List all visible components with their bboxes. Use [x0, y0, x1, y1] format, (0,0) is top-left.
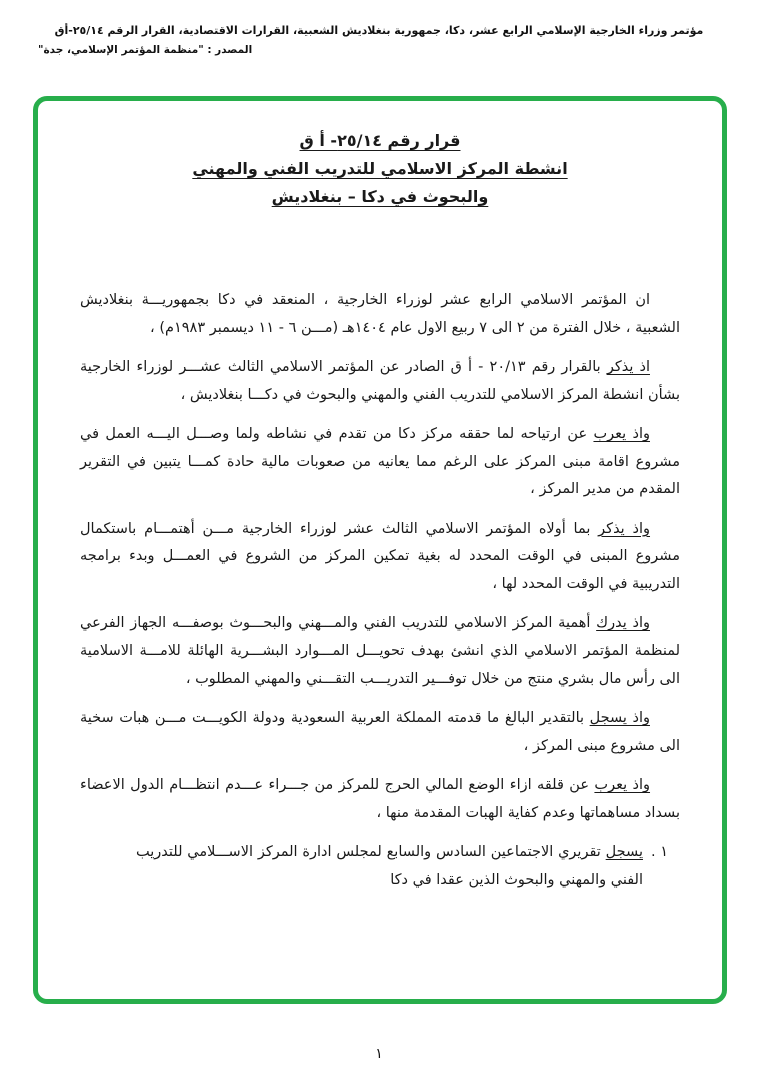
paragraph-text: بالتقدير البالغ ما قدمته المملكة العربية السعودية ودولة الكويـــت مـــن هبات سخية الى مشروع مبنى المركز ،: [80, 710, 680, 754]
resolution-title-block: [80, 127, 680, 211]
preamble-paragraph: [80, 287, 680, 342]
preamble-lead: واذ يسجل: [589, 710, 650, 727]
resolution-location-title: والبحوث في دكا – بنغلاديش: [271, 187, 489, 206]
preamble-paragraph: [80, 772, 680, 827]
page-number: ١: [375, 1046, 383, 1062]
header-source-line: المصدر : "منظمة المؤتمر الإسلامي، جدة": [38, 44, 253, 56]
green-frame: [33, 96, 727, 1004]
operative-item-1: [80, 839, 680, 894]
header-citation-line: مؤتمر وزراء الخارجية الإسلامي الرابع عشر، دكا، جمهورية بنغلاديش الشعبية، القرارات الاقتصادية، القرار الرقم ٢٥/١٤-أق: [54, 24, 704, 37]
document-body: [80, 287, 680, 894]
preamble-lead: واذ يعرب: [594, 777, 651, 794]
paragraph-text: بما أولاه المؤتمر الاسلامي الثالث عشر لوزراء الخارجية مـــن أهتمـــام باستكمال مشروع المبنى في الوقت المحدد له بغية تمكين المركز من الشروع في العمـــل وبدء برامجه التدريبية في الوقت المحدد لها ،: [80, 520, 680, 592]
item-lead: يسجل: [605, 844, 643, 861]
preamble-lead: واذ يعرب: [593, 426, 650, 443]
paragraph-text: ان المؤتمر الاسلامي الرابع عشر لوزراء الخارجية ، المنعقد في دكا بجمهوريـــة بنغلاديش الشعبية ، خلال الفترة من ٢ الى ٧ ربيع الاول عام ١٤٠٤هـ (مـــن ٦ - ١١ ديسمبر ١٩٨٣م) ،: [80, 292, 680, 336]
paragraph-text: عن ارتياحه لما حققه مركز دكا من تقدم في نشاطه ولما وصـــل اليـــه العمل في مشروع اقامة مبنى المركز على الرغم مما يعانيه من صعوبات مالية حادة كمـــا يتبين في التقرير المقدم من مدير المركز ،: [80, 426, 680, 498]
page-header: [0, 0, 758, 56]
resolution-number-title: قرار رقم ٢٥/١٤- أ ق: [299, 131, 461, 150]
resolution-subject-title: انشطة المركز الاسلامي للتدريب الفني والمهني: [192, 159, 568, 178]
preamble-paragraph: [80, 705, 680, 760]
preamble-paragraph: [80, 421, 680, 504]
paragraph-text: أهمية المركز الاسلامي للتدريب الفني والمـــهني والبحـــوث بوصفـــه الجهاز الفرعي لمنظمة المؤتمر الاسلامي الذي انشئ بهدف تحويـــل المـــوارد البشـــرية الهائلة للامـــة الاسلامية الى رأس مال بشري منتج من خلال توفـــير التدريـــب التقـــني والمهني المطلوب ،: [80, 615, 680, 687]
paragraph-text: عن قلقه ازاء الوضع المالي الحرج للمركز من جـــراء عـــدم انتظـــام الدول الاعضاء بسداد مساهماتها وعدم كفاية الهبات المقدمة منها ،: [80, 777, 680, 821]
preamble-paragraph: [80, 610, 680, 693]
preamble-paragraph: [80, 354, 680, 409]
preamble-paragraph: [80, 516, 680, 599]
preamble-lead: اذ يذكر: [606, 359, 650, 376]
item-text: [80, 839, 643, 894]
item-number: ١ .: [650, 844, 668, 861]
preamble-lead: واذ يذكر: [598, 520, 651, 537]
preamble-lead: واذ يدرك: [596, 615, 650, 632]
item-body-text: تقريري الاجتماعين السادس والسابع لمجلس ادارة المركز الاســـلامي للتدريب الفني والمهني والبحوث الذين عقدا في دكا: [136, 844, 643, 888]
paragraph-text: بالقرار رقم ٢٠/١٣ - أ ق الصادر عن المؤتمر الاسلامي الثالث عشـــر لوزراء الخارجية بشأن انشطة المركز الاسلامي للتدريب الفني والمهني والبحوث في دكـــا بنغلاديش ،: [80, 359, 680, 403]
